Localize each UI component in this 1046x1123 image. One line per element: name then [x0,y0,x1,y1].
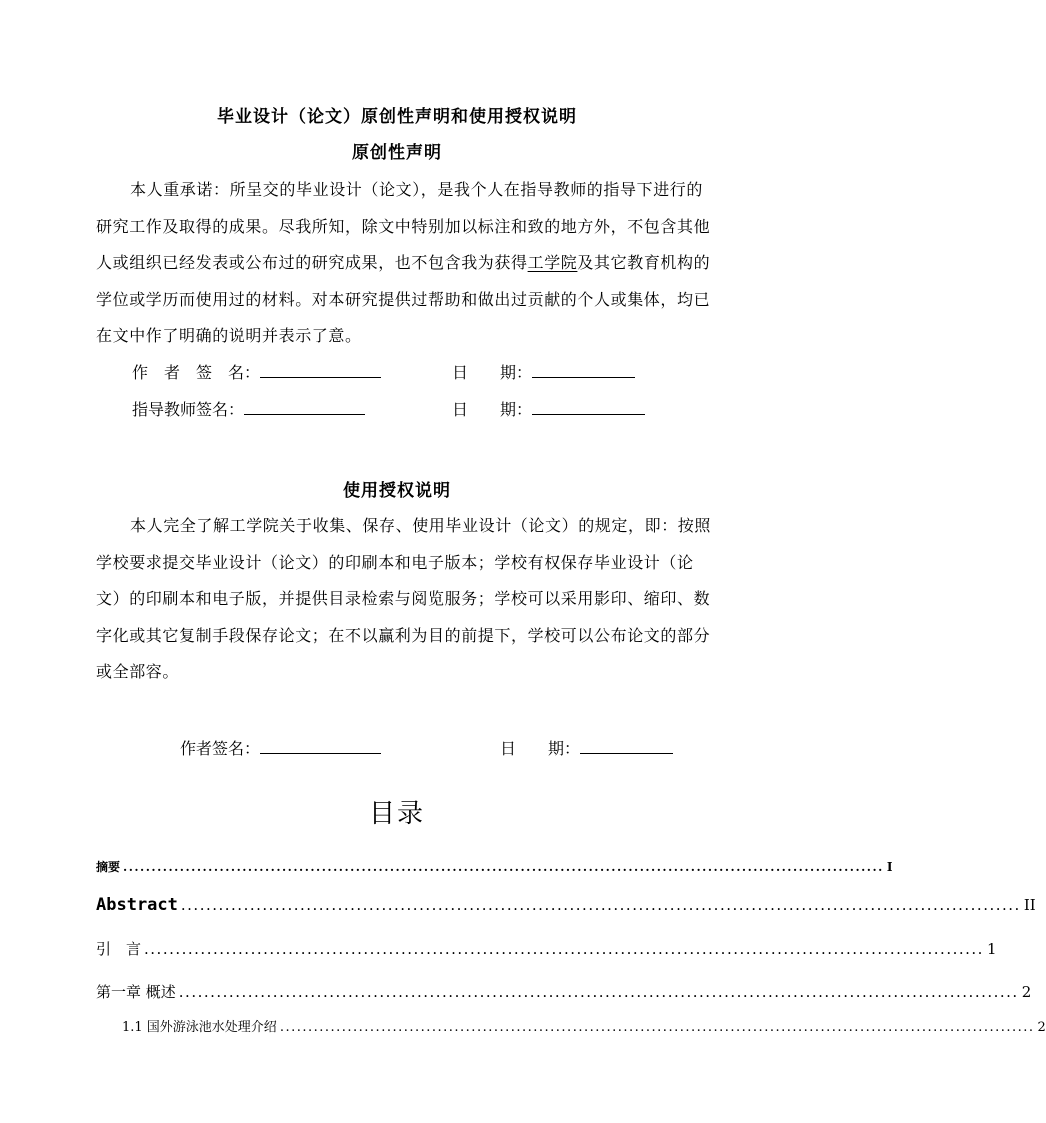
toc-entry-page: 2 [1037,1020,1046,1035]
toc-entry-abstract-cn[interactable] [96,858,893,875]
author-sign-label-2: 作者签名： [180,739,261,758]
date-line-3[interactable] [580,737,673,754]
toc-entry-section-1-1[interactable] [122,1016,1046,1035]
toc-entry-label: Abstract [96,895,178,915]
originality-text-lead: 本人重承诺：所呈交的毕业设计（论文），是我个人在指导教师的指导下进行的研究工作及取得的成果。尽我所知，除文中特别加以标注和致的地方外，不包含其他人或组织已经发表或公布过的研究成果，也不包含我为获得 [96,180,711,273]
toc-entry-label: 1.1 国外游泳池水处理介绍 [122,1020,277,1035]
toc-entry-page: 2 [1021,983,1032,1001]
authorization-heading: 使用授权说明 [343,481,451,501]
originality-paragraph [96,172,718,355]
toc-leader-dots: ...................................................................................................................................... [144,940,984,958]
advisor-signature-line[interactable] [244,398,365,415]
author-signature-line[interactable] [260,361,381,378]
toc-leader-dots: ...................................................................................................................................... [123,860,884,874]
toc-entry-label: 摘要 [96,860,121,874]
toc-leader-dots: ...................................................................................................................................... [279,1020,1035,1035]
originality-heading: 原创性声明 [352,143,442,163]
toc-entry-label: 第一章 概述 [96,983,176,1001]
author-signature-row-2 [180,736,381,759]
date-line-1[interactable] [532,361,635,378]
toc-entry-introduction[interactable] [96,938,997,959]
authorization-paragraph: 本人完全了解工学院关于收集、保存、使用毕业设计（论文）的规定，即：按照学校要求提交毕业设计（论文）的印刷本和电子版本；学校有权保存毕业设计（论文）的印刷本和电子版，并提供目录检索与阅览服务；学校可以采用影印、缩印、数字化或其它复制手段保存论文；在不以赢利为目的前提下，学校可以公布论文的部分或全部容。 [96,516,712,682]
date-row-2 [452,397,645,420]
toc-title: 目录 [368,799,425,829]
document-title: 毕业设计（论文）原创性声明和使用授权说明 [217,107,577,127]
date-label-3: 日 期： [500,739,581,758]
toc-entry-page: 1 [986,940,997,958]
date-row-3 [500,736,673,759]
author-sign-label: 作 者 签 名： [132,363,261,382]
toc-leader-dots: ...................................................................................................................................... [178,983,1019,1001]
advisor-signature-row [132,397,365,420]
toc-entry-label: 引 言 [96,940,142,958]
date-label-2: 日 期： [452,400,533,419]
toc-leader-dots: ...................................................................................................................................... [180,896,1021,914]
toc-entry-page: II [1023,896,1036,914]
originality-text-tail: 及其它教育机构的学位或学历而使用过的材料。对本研究提供过帮助和做出过贡献的个人或集体，均已在文中作了明确的说明并表示了意。 [96,253,711,346]
author-signature-row [132,360,381,383]
advisor-sign-label: 指导教师签名： [132,400,245,419]
toc-entry-chapter-1[interactable] [96,981,1032,1002]
author-signature-line-2[interactable] [260,737,381,754]
date-row-1 [452,360,635,383]
toc-entry-abstract-en[interactable] [96,895,1036,915]
date-label-1: 日 期： [452,363,533,382]
toc-entry-page: I [886,860,893,874]
date-line-2[interactable] [532,398,645,415]
institution-name: 工学院 [527,253,578,273]
